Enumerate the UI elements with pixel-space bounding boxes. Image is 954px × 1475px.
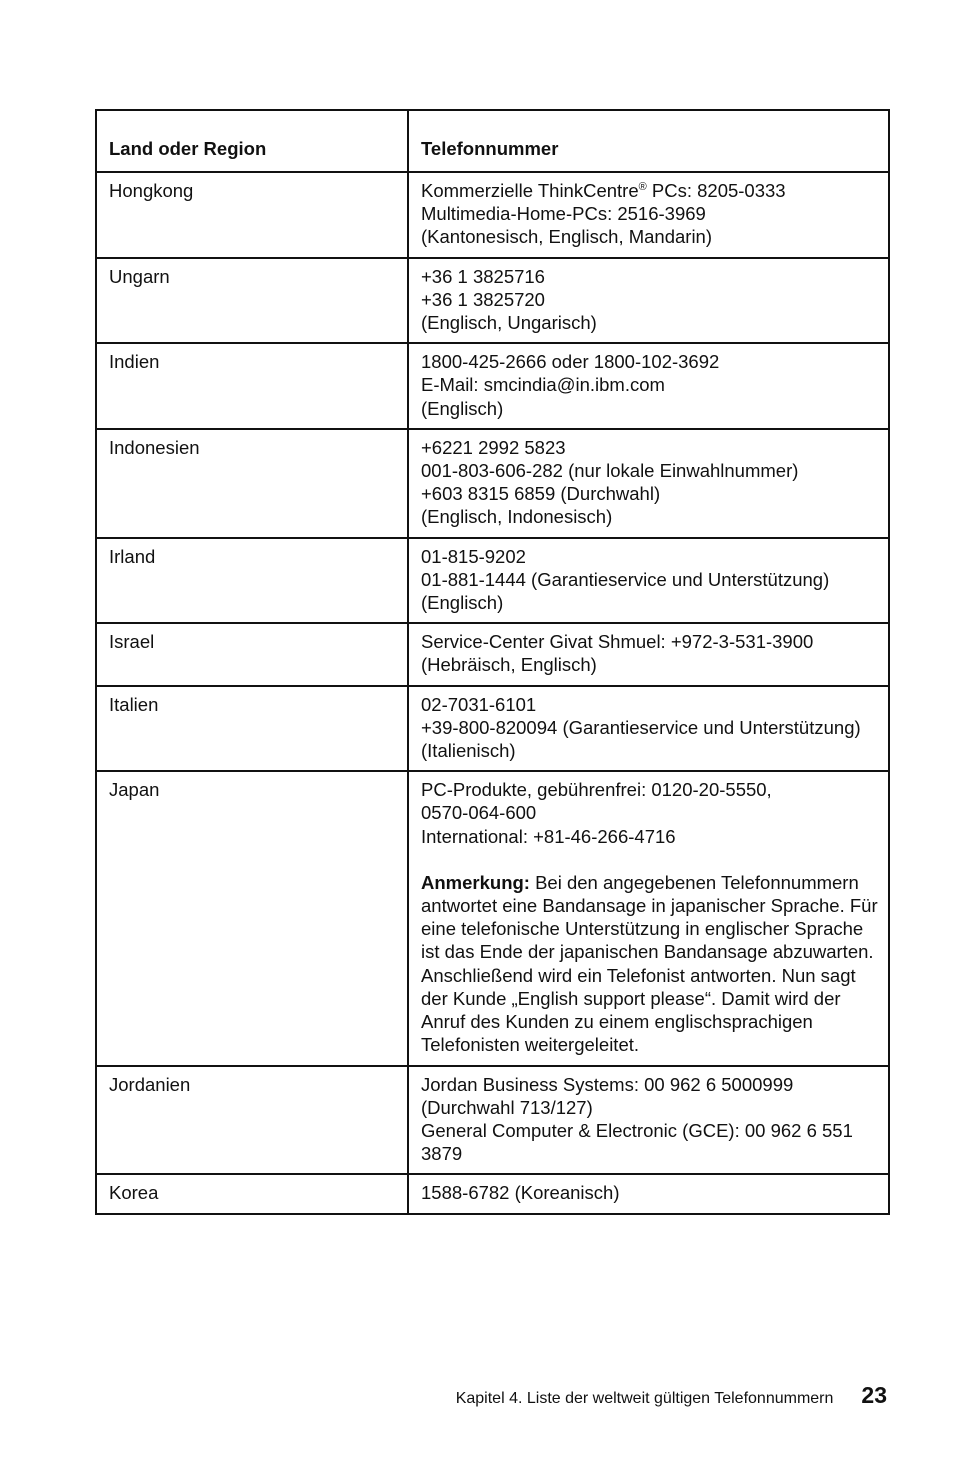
country-cell: Japan [96,771,408,1065]
phone-line-prefix: Kommerzielle ThinkCentre [421,180,639,201]
phone-line: +6221 2992 5823 [421,436,566,458]
phone-line: 02-7031-6101 [421,693,537,715]
table-header-row [96,110,889,172]
phone-line: Multimedia-Home-PCs: 2516-3969 [421,203,706,225]
country-cell: Indien [96,343,408,429]
phone-line: +603 8315 6859 (Durchwahl) [421,483,661,505]
phone-line [421,179,878,202]
country-cell: Italien [96,686,408,772]
table-row [96,686,889,772]
phone-line: 001-803-606-282 (nur lokale Einwahlnummer) [421,460,799,482]
phone-line: General Computer & Electronic (GCE): 00 962 6 551 3879 [421,1119,853,1165]
phone-cell [408,343,889,429]
phone-line: (Hebräisch, Englisch) [421,654,597,676]
registered-mark: ® [638,181,647,193]
phone-number-table [95,109,890,1215]
phone-cell [408,1066,889,1175]
country-cell: Hongkong [96,172,408,258]
table-row [96,172,889,258]
table-row [96,1066,889,1175]
page-number: 23 [861,1382,887,1408]
phone-line: (Englisch) [421,397,504,419]
phone-cell [408,686,889,772]
phone-line: (Englisch, Indonesisch) [421,506,613,528]
country-cell: Irland [96,538,408,624]
country-cell: Jordanien [96,1066,408,1175]
country-cell: Korea [96,1174,408,1213]
note-spacer [421,848,878,871]
phone-line: +39-800-820094 (Garantieservice und Unterstützung) [421,716,861,738]
phone-line: (Englisch) [421,592,504,614]
phone-line: (Durchwahl 713/127) [421,1096,593,1118]
phone-line: 01-881-1444 (Garantieservice und Unterstützung) [421,568,830,590]
phone-cell [408,429,889,538]
phone-line: +36 1 3825720 [421,288,545,310]
table-row [96,1174,889,1213]
phone-line: 0570-064-600 [421,802,537,824]
table-row [96,771,889,1065]
phone-line: 1800-425-2666 oder 1800-102-3692 [421,351,720,373]
phone-line: +36 1 3825716 [421,265,545,287]
phone-cell [408,1174,889,1213]
phone-line: 1588-6782 (Koreanisch) [421,1182,620,1204]
header-phone: Telefonnummer [408,110,889,172]
email-line: E-Mail: smcindia@in.ibm.com [421,374,665,396]
phone-line: 01-815-9202 [421,545,526,567]
phone-cell [408,538,889,624]
country-cell: Ungarn [96,258,408,344]
phone-line: International: +81-46-266-4716 [421,825,676,847]
phone-cell [408,623,889,685]
phone-line: (Englisch, Ungarisch) [421,312,597,334]
country-cell: Indonesien [96,429,408,538]
table-row [96,429,889,538]
table-row [96,343,889,429]
phone-cell [408,172,889,258]
phone-line: Service-Center Givat Shmuel: +972-3-531-3900 [421,631,814,653]
phone-line: (Italienisch) [421,740,516,762]
phone-line: Jordan Business Systems: 00 962 6 5000999 [421,1073,794,1095]
header-country: Land oder Region [96,110,408,172]
table-row [96,258,889,344]
note-label: Anmerkung: [421,871,530,893]
table-row [96,538,889,624]
japan-note [421,871,878,1057]
phone-line-suffix: PCs: 8205-0333 [646,180,786,201]
phone-cell [408,258,889,344]
chapter-title: Kapitel 4. Liste der weltweit gültigen Telefonnummern [455,1390,834,1407]
table-row [96,623,889,685]
phone-line: (Kantonesisch, Englisch, Mandarin) [421,226,713,248]
country-cell: Israel [96,623,408,685]
page-footer [456,1382,887,1409]
note-text: Bei den angegebenen Telefonnummern antwortet eine Bandansage in japanischer Sprache. Für eine telefonische Unterstützung in englischer Sprache ist das Ende der japanischen Bandansage abzuwarten. Anschließend wird ein Telefonist antworten. Nun sagt der Kunde „English support please“. Damit wird der Anruf des Kunden zu einem englischsprachigen Telefonisten weitergeleitet. [421,871,878,1056]
phone-cell [408,771,889,1065]
phone-line: PC-Produkte, gebührenfrei: 0120-20-5550, [421,779,772,801]
